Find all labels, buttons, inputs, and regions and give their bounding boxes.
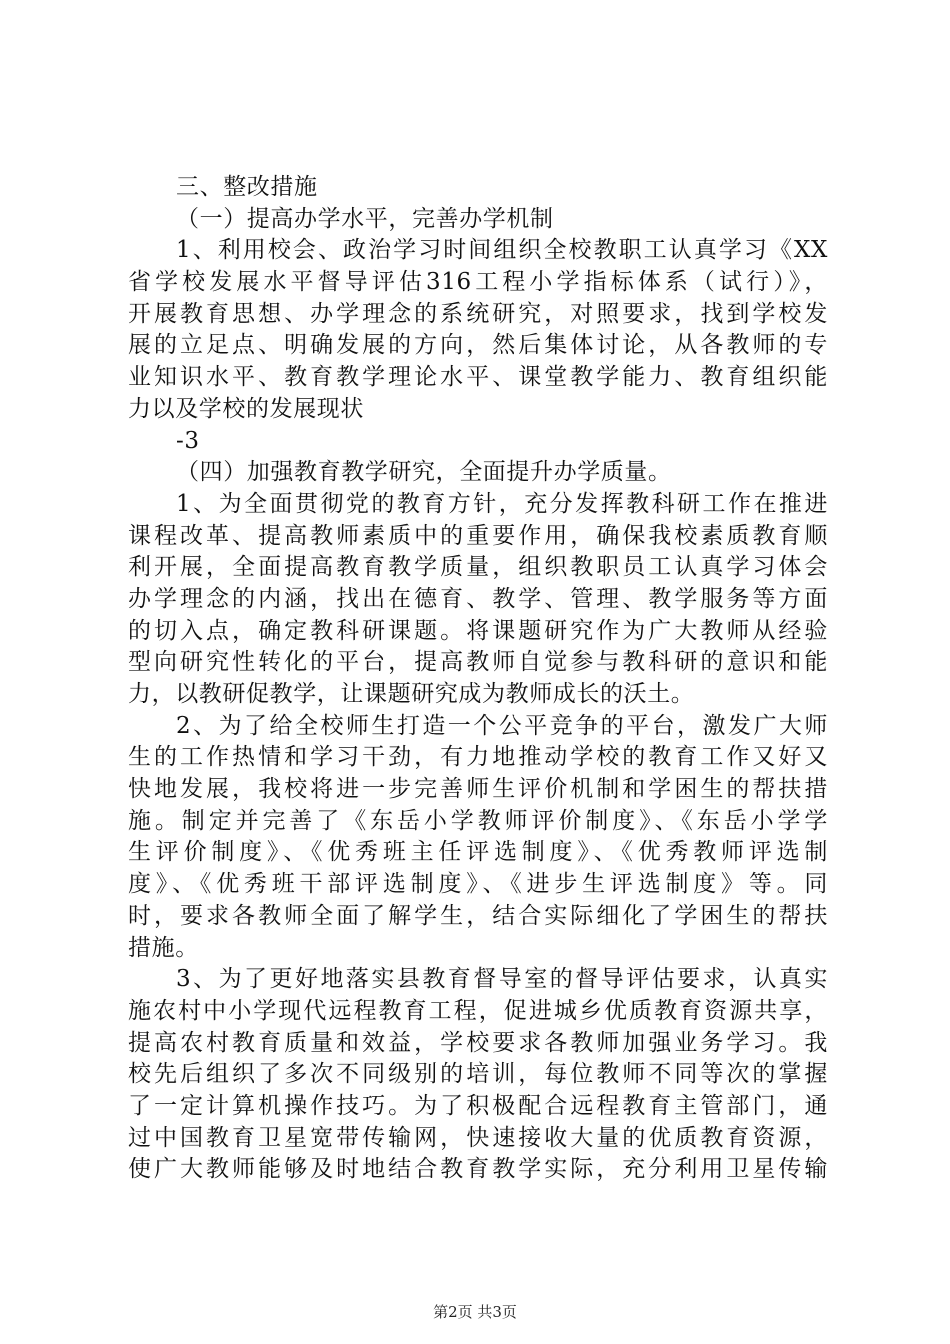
text-line: 生评价制度》、《优秀班主任评选制度》、《优秀教师评选制 [128,839,828,866]
document-body [128,172,828,1186]
text-line: 生的工作热情和学习干劲，有力地推动学校的教育工作又好又 [128,744,828,771]
text-line: 展的立足点、明确发展的方向，然后集体讨论，从各教师的专 [128,332,828,359]
text-line: 2、为了给全校师生打造一个公平竞争的平台，激发广大师 [176,712,828,739]
page-footer: 第2页 共3页 [433,1303,517,1321]
text-line: 措施。 [128,934,199,961]
text-line: 1、利用校会、政治学习时间组织全校教职工认真学习《XX [176,237,828,264]
text-line: 过中国教育卫星宽带传输网，快速接收大量的优质教育资源， [128,1124,828,1151]
text-line: 课程改革、提高教师素质中的重要作用，确保我校素质教育顺 [128,522,828,549]
text-line: 力，以教研促教学，让课题研究成为教师成长的沃土。 [128,681,695,707]
text-line: 业知识水平、教育教学理论水平、课堂教学能力、教育组织能 [128,364,828,391]
text-line: 时，要求各教师全面了解学生，结合实际细化了学困生的帮扶 [128,902,828,929]
text-line: 使广大教师能够及时地结合教育教学实际，充分利用卫星传输 [128,1156,828,1183]
text-line: 校先后组织了多次不同级别的培训，每位教师不同等次的掌握 [128,1061,828,1088]
text-line: 省学校发展水平督导评估316工程小学指标体系（试行）》， [128,269,828,296]
subsection-heading: （一）提高办学水平，完善办学机制 [176,205,554,232]
text-line: 快地发展，我校将进一步完善师生评价机制和学困生的帮扶措 [128,776,828,803]
text-line: 3、为了更好地落实县教育督导室的督导评估要求，认真实 [176,966,828,993]
section-heading: 三、整改措施 [176,174,318,200]
text-line: 的切入点，确定教科研课题。将课题研究作为广大教师从经验 [128,617,828,644]
text-line: 开展教育思想、办学理念的系统研究，对照要求，找到学校发 [128,300,828,327]
page-marker: -3 [176,427,200,454]
text-line: 型向研究性转化的平台，提高教师自觉参与教科研的意识和能 [128,649,828,676]
text-line: 度》、《优秀班干部评选制度》、《进步生评选制度》等。同 [128,871,828,898]
text-line: 提高农村教育质量和效益，学校要求各教师加强业务学习。我 [128,1029,828,1056]
text-line: 1、为全面贯彻党的教育方针，充分发挥教科研工作在推进 [176,490,828,517]
subsection-heading: （四）加强教育教学研究，全面提升办学质量。 [176,459,672,486]
text-line: 力以及学校的发展现状 [128,395,364,422]
text-line: 了一定计算机操作技巧。为了积极配合远程教育主管部门，通 [128,1092,828,1119]
text-line: 利开展，全面提高教育教学质量，组织教职员工认真学习体会 [128,554,828,581]
text-line: 施。制定并完善了《东岳小学教师评价制度》、《东岳小学学 [128,807,828,834]
text-line: 施农村中小学现代远程教育工程，促进城乡优质教育资源共享， [128,997,828,1024]
text-line: 办学理念的内涵，找出在德育、教学、管理、教学服务等方面 [128,585,828,612]
